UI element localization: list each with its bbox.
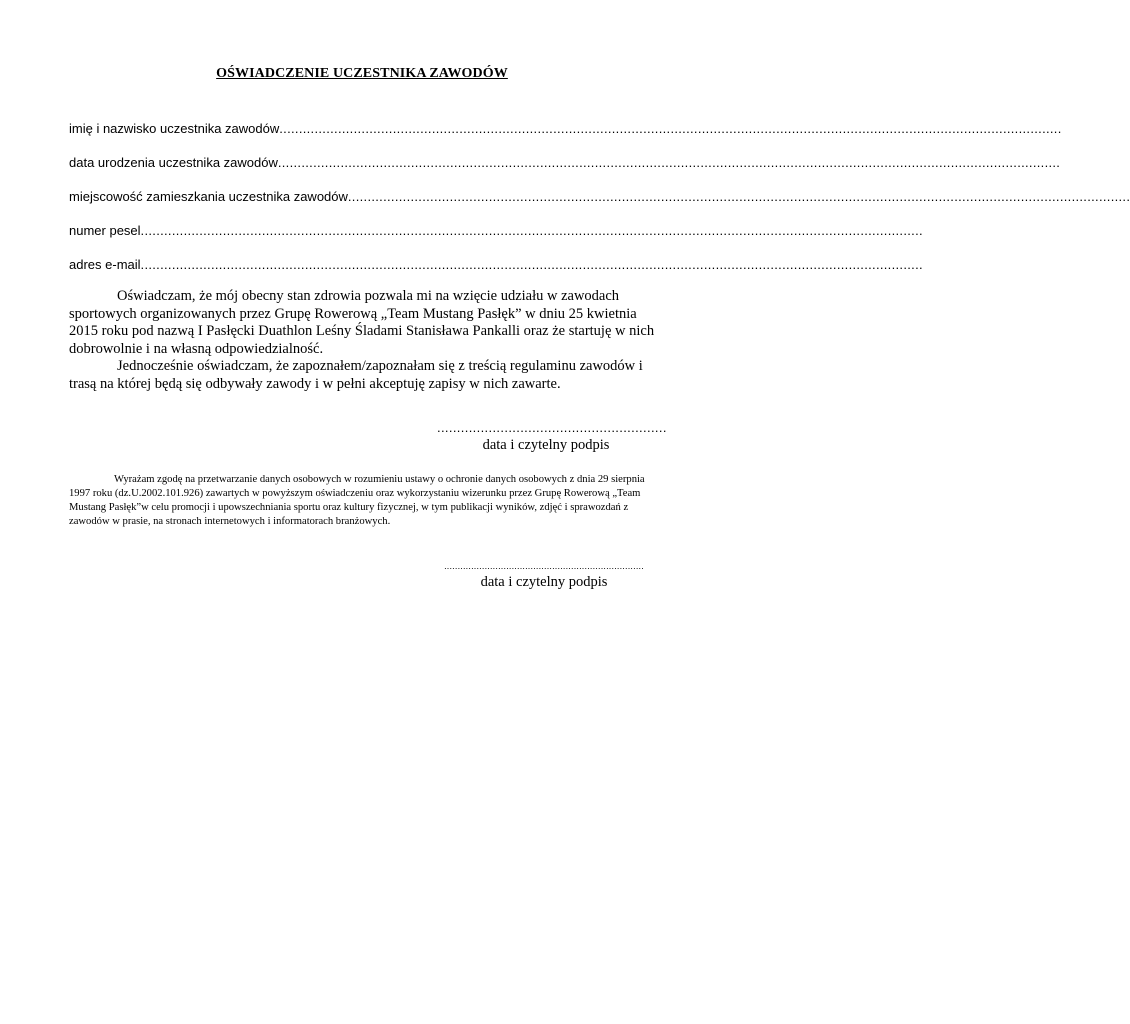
signature-line: ..........................................................	[437, 420, 667, 435]
fill-in-dots: ........................................................................................................................................................................................................	[277, 155, 1061, 170]
statement-paragraph: Oświadczam, że mój obecny stan zdrowia pozwala mi na wzięcie udziału w zawodach sportowych organizowanych przez Grupę Rowerową „Team Mustang Pasłęk” w dniu 25 kwietnia 2015 roku pod nazwą I Pasłęcki Duathlon Leśny Śladami Stanisława Pankalli oraz że startuję w nich dobrowolnie i na własną odpowiedzialność.	[69, 288, 655, 357]
data-processing-consent	[69, 473, 656, 529]
field-label: miejscowość zamieszkania uczestnika zawodów	[69, 189, 348, 204]
health-statement	[69, 288, 655, 393]
consent-paragraph: Wyrażam zgodę na przetwarzanie danych osobowych w rozumieniu ustawy o ochronie danych osobowych z dnia 29 sierpnia 1997 roku (dz.U.2002.101.926) zawartych w powyższym oświadczeniu oraz wykorzystaniu wizerunku przez Grupę Rowerową „Team Mustang Pasłęk”w celu promocji i upowszechniania sportu oraz kultury fizycznej, w tym publikacji wyników, zdjęć i sprawozdań z zawodów w prasie, na stronach internetowych i informatorach branżowych.	[69, 474, 645, 527]
signature-label: data i czytelny podpis	[480, 574, 608, 590]
field-email	[69, 257, 923, 273]
fill-in-dots: ........................................................................................................................................................................................................	[279, 121, 1062, 136]
field-label: imię i nazwisko uczestnika zawodów	[69, 121, 280, 136]
fill-in-dots: ........................................................................................................................................................................................................	[347, 189, 1130, 204]
fill-in-dots: ........................................................................................................................................................................................................	[140, 223, 923, 238]
field-full-name	[69, 121, 1062, 137]
signature-block	[433, 561, 655, 591]
field-birth-date	[69, 155, 1061, 171]
field-label: data urodzenia uczestnika zawodów	[69, 155, 278, 170]
signature-block	[437, 420, 667, 454]
signature-label: data i czytelny podpis	[482, 437, 610, 453]
fill-in-dots: ........................................................................................................................................................................................................	[140, 257, 923, 272]
signature-line: ..........................................................................	[444, 561, 644, 571]
statement-paragraph: Jednocześnie oświadczam, że zapoznałem/zapoznałam się z treścią regulaminu zawodów i trasą na której będą się odbywały zawody i w pełni akceptuję zapisy w nich zawarte.	[69, 358, 643, 392]
field-residence	[69, 189, 1130, 205]
field-pesel	[69, 223, 923, 239]
document-title: OŚWIADCZENIE UCZESTNIKA ZAWODÓW	[216, 66, 508, 81]
field-label: adres e-mail	[69, 257, 141, 272]
field-label: numer pesel	[69, 223, 141, 238]
